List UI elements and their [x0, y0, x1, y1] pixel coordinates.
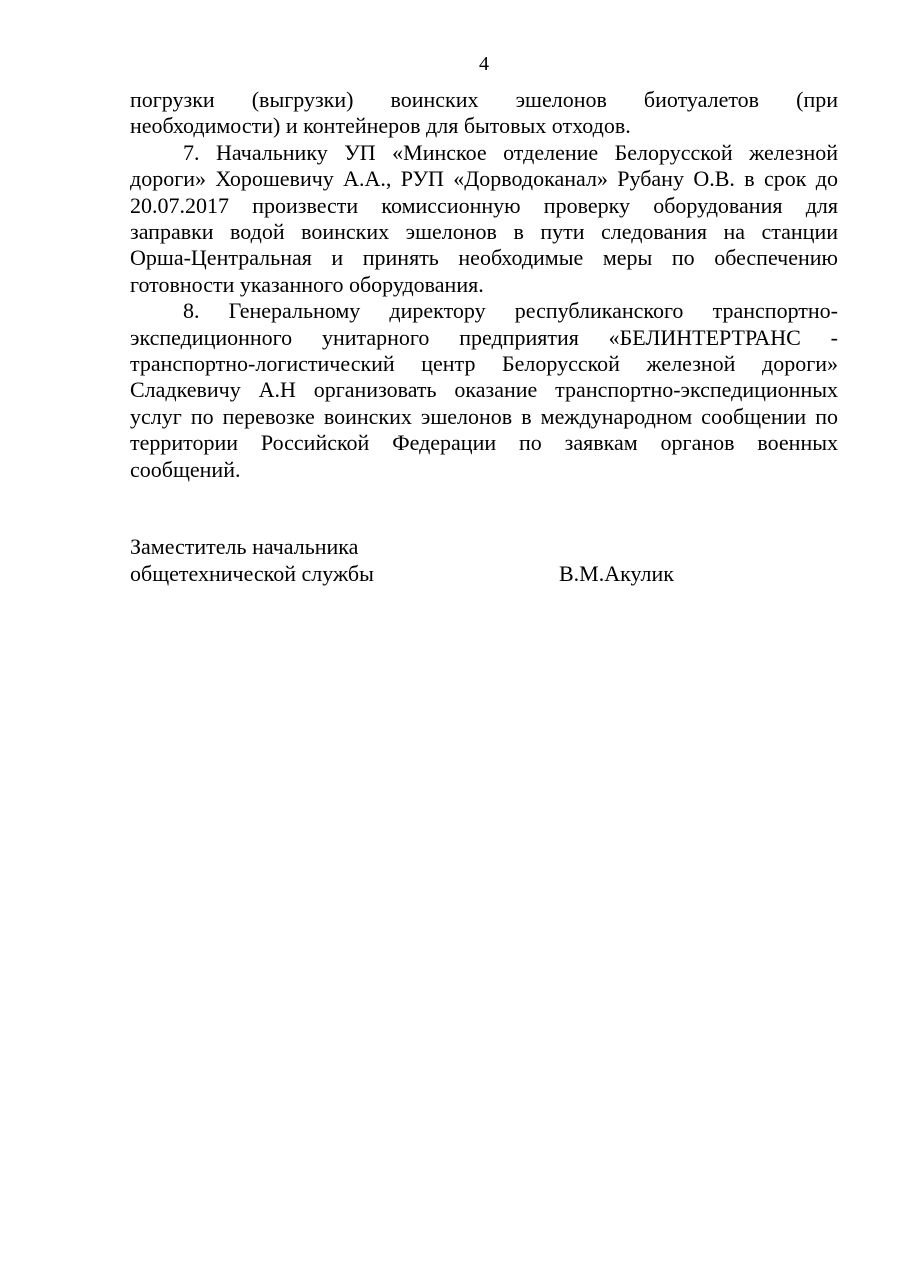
text-line: готовности указанного оборудования. — [130, 271, 484, 297]
document-body — [130, 87, 838, 483]
signature-position-line2: общетехнической службы — [130, 560, 374, 586]
text-line: 20.07.2017 произвести комиссионную проверку оборудования для — [130, 192, 838, 218]
signature-block — [130, 534, 838, 587]
text-line: Орша-Центральная и принять необходимые меры по обеспечению — [130, 245, 838, 271]
page-number: 4 — [479, 53, 489, 75]
text-line: экспедиционного унитарного предприятия «БЕЛИНТЕРТРАНС - — [130, 324, 838, 350]
text-line: транспортно-логистический центр Белорусской железной дороги» — [130, 351, 838, 377]
text-line: сообщений. — [130, 456, 241, 482]
text-line: заправки водой воинских эшелонов в пути следования на станции — [130, 219, 838, 245]
text-line: территории Российской Федерации по заявкам органов военных — [130, 430, 838, 456]
text-line: дороги» Хорошевичу А.А., РУП «Дорводоканал» Рубану О.В. в срок до — [130, 166, 838, 192]
text-line: 7. Начальнику УП «Минское отделение Белорусской железной — [183, 139, 838, 165]
text-line: Сладкевичу А.Н организовать оказание транспортно-экспедиционных — [130, 377, 838, 403]
signature-name: В.М.Акулик — [559, 560, 674, 586]
text-line: необходимости) и контейнеров для бытовых отходов. — [130, 113, 631, 139]
text-line: услуг по перевозке воинских эшелонов в международном сообщении по — [130, 403, 838, 429]
text-line: погрузки (выгрузки) воинских эшелонов биотуалетов (при — [130, 87, 838, 112]
signature-position-line1: Заместитель начальника — [130, 534, 359, 559]
text-line: 8. Генеральному директору республиканского транспортно- — [183, 298, 838, 324]
signature-row — [130, 561, 838, 588]
